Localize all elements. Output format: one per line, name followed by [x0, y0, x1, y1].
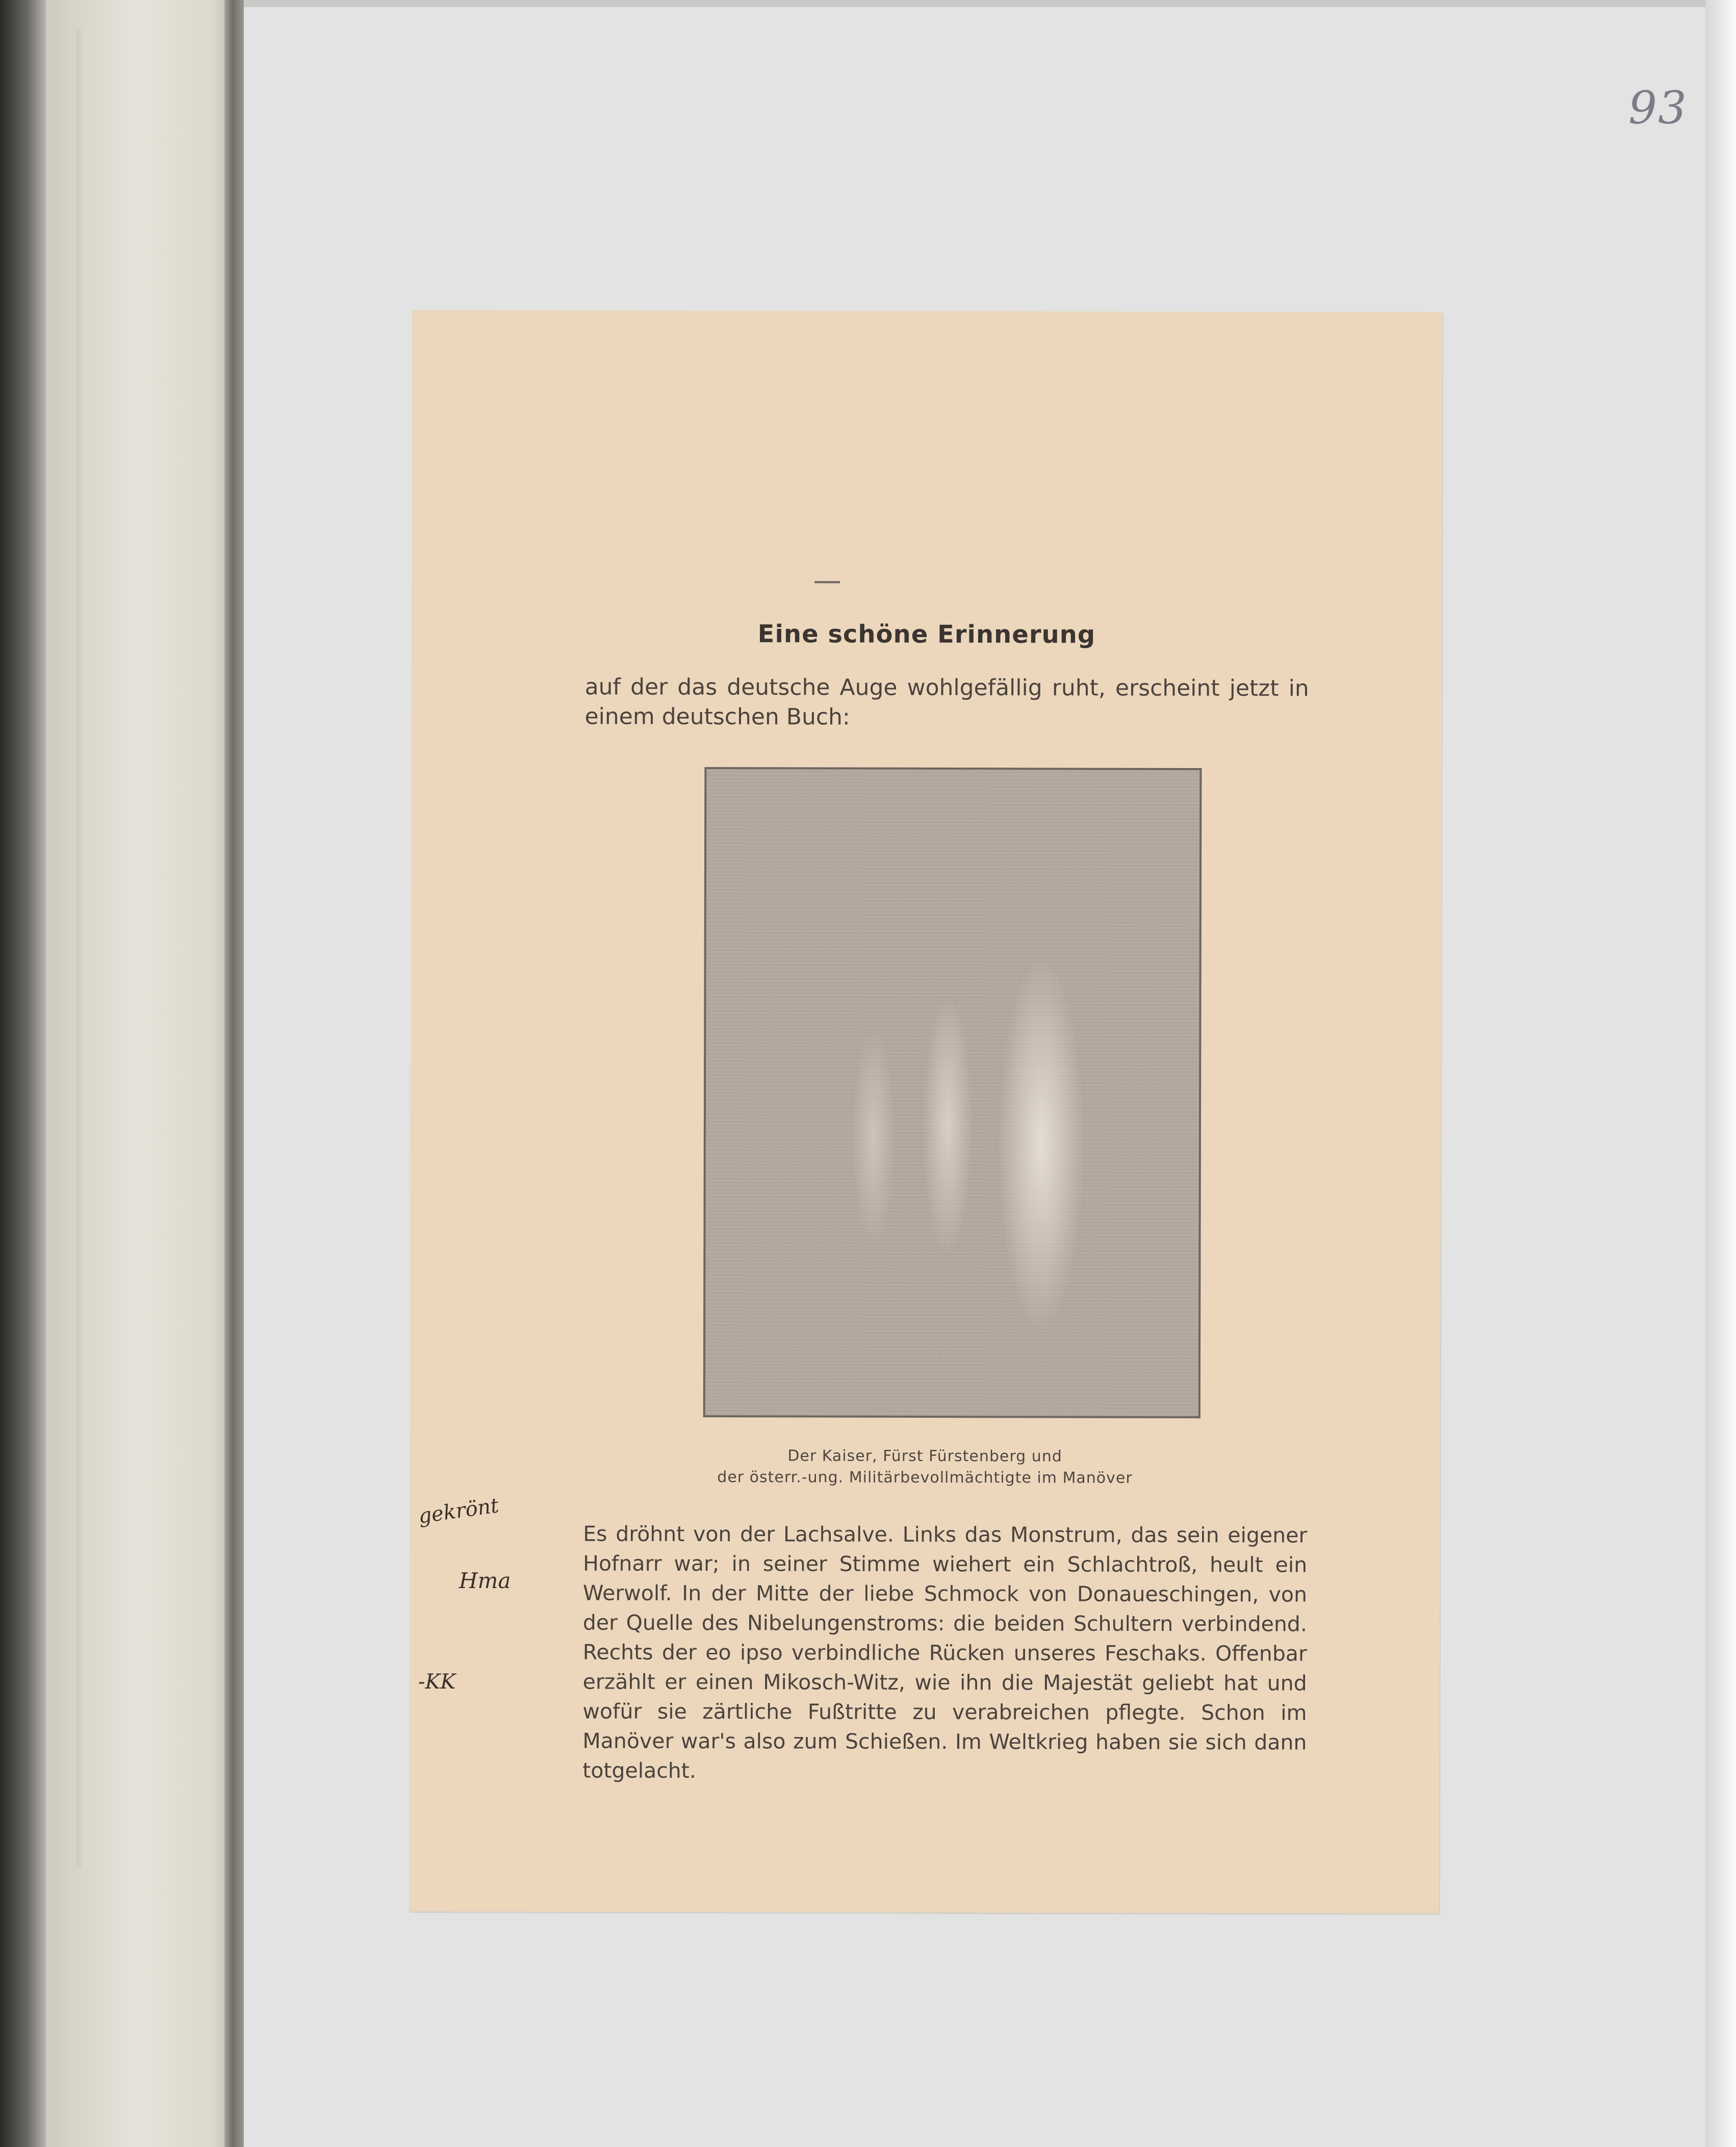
page-edge-shadow	[76, 31, 87, 1867]
clipping-intro: auf der das deutsche Auge wohlgefällig ruht, erscheint jetzt in einem deutschen Buch:	[584, 674, 1309, 730]
page-right-edge	[1705, 0, 1736, 2147]
photo-caption	[410, 1445, 1440, 1490]
book-binding	[0, 0, 46, 2147]
handwritten-note-2: Hma	[459, 1568, 511, 1593]
caption-line-2: der österr.-ung. Militärbevollmächtigte im Manöver	[717, 1468, 1133, 1487]
clipping-title: Eine schöne Erinnerung	[757, 620, 1096, 649]
halftone-photo	[703, 767, 1202, 1418]
clipping-body	[582, 1519, 1307, 1787]
handwritten-note-1: gekrönt	[417, 1494, 500, 1528]
page-number: 93	[1628, 82, 1688, 134]
book-gutter	[224, 0, 245, 2147]
handwritten-note-3: -KK	[418, 1670, 456, 1694]
caption-line-1: Der Kaiser, Fürst Fürstenberg und	[787, 1447, 1062, 1466]
body-paragraph: Es dröhnt von der Lachsalve. Links das Monstrum, das sein eigener Hofnarr war; in seiner Stimme wiehert ein Schlachtroß, heult ein Werwolf. In der Mitte der liebe Schmock von Donaueschingen, von der Quelle des Nibelungenstroms: die beiden Schultern verbindend. Rechts der eo ipso verbindliche Rücken unseres Feschaks. Offenbar erzählt er einen Mikosch-Witz, wie ihn die Majestät geliebt hat und wofür sie zärtliche Fußtritte zu verabreichen pflegte. Schon im Manöver war's also zum Schießen. Im Weltkrieg haben sie sich dann totgelacht.	[582, 1521, 1308, 1783]
facing-page	[46, 0, 240, 2147]
dash-mark	[814, 581, 840, 583]
newspaper-clipping	[409, 310, 1443, 1913]
page-top-edge	[244, 0, 1736, 7]
